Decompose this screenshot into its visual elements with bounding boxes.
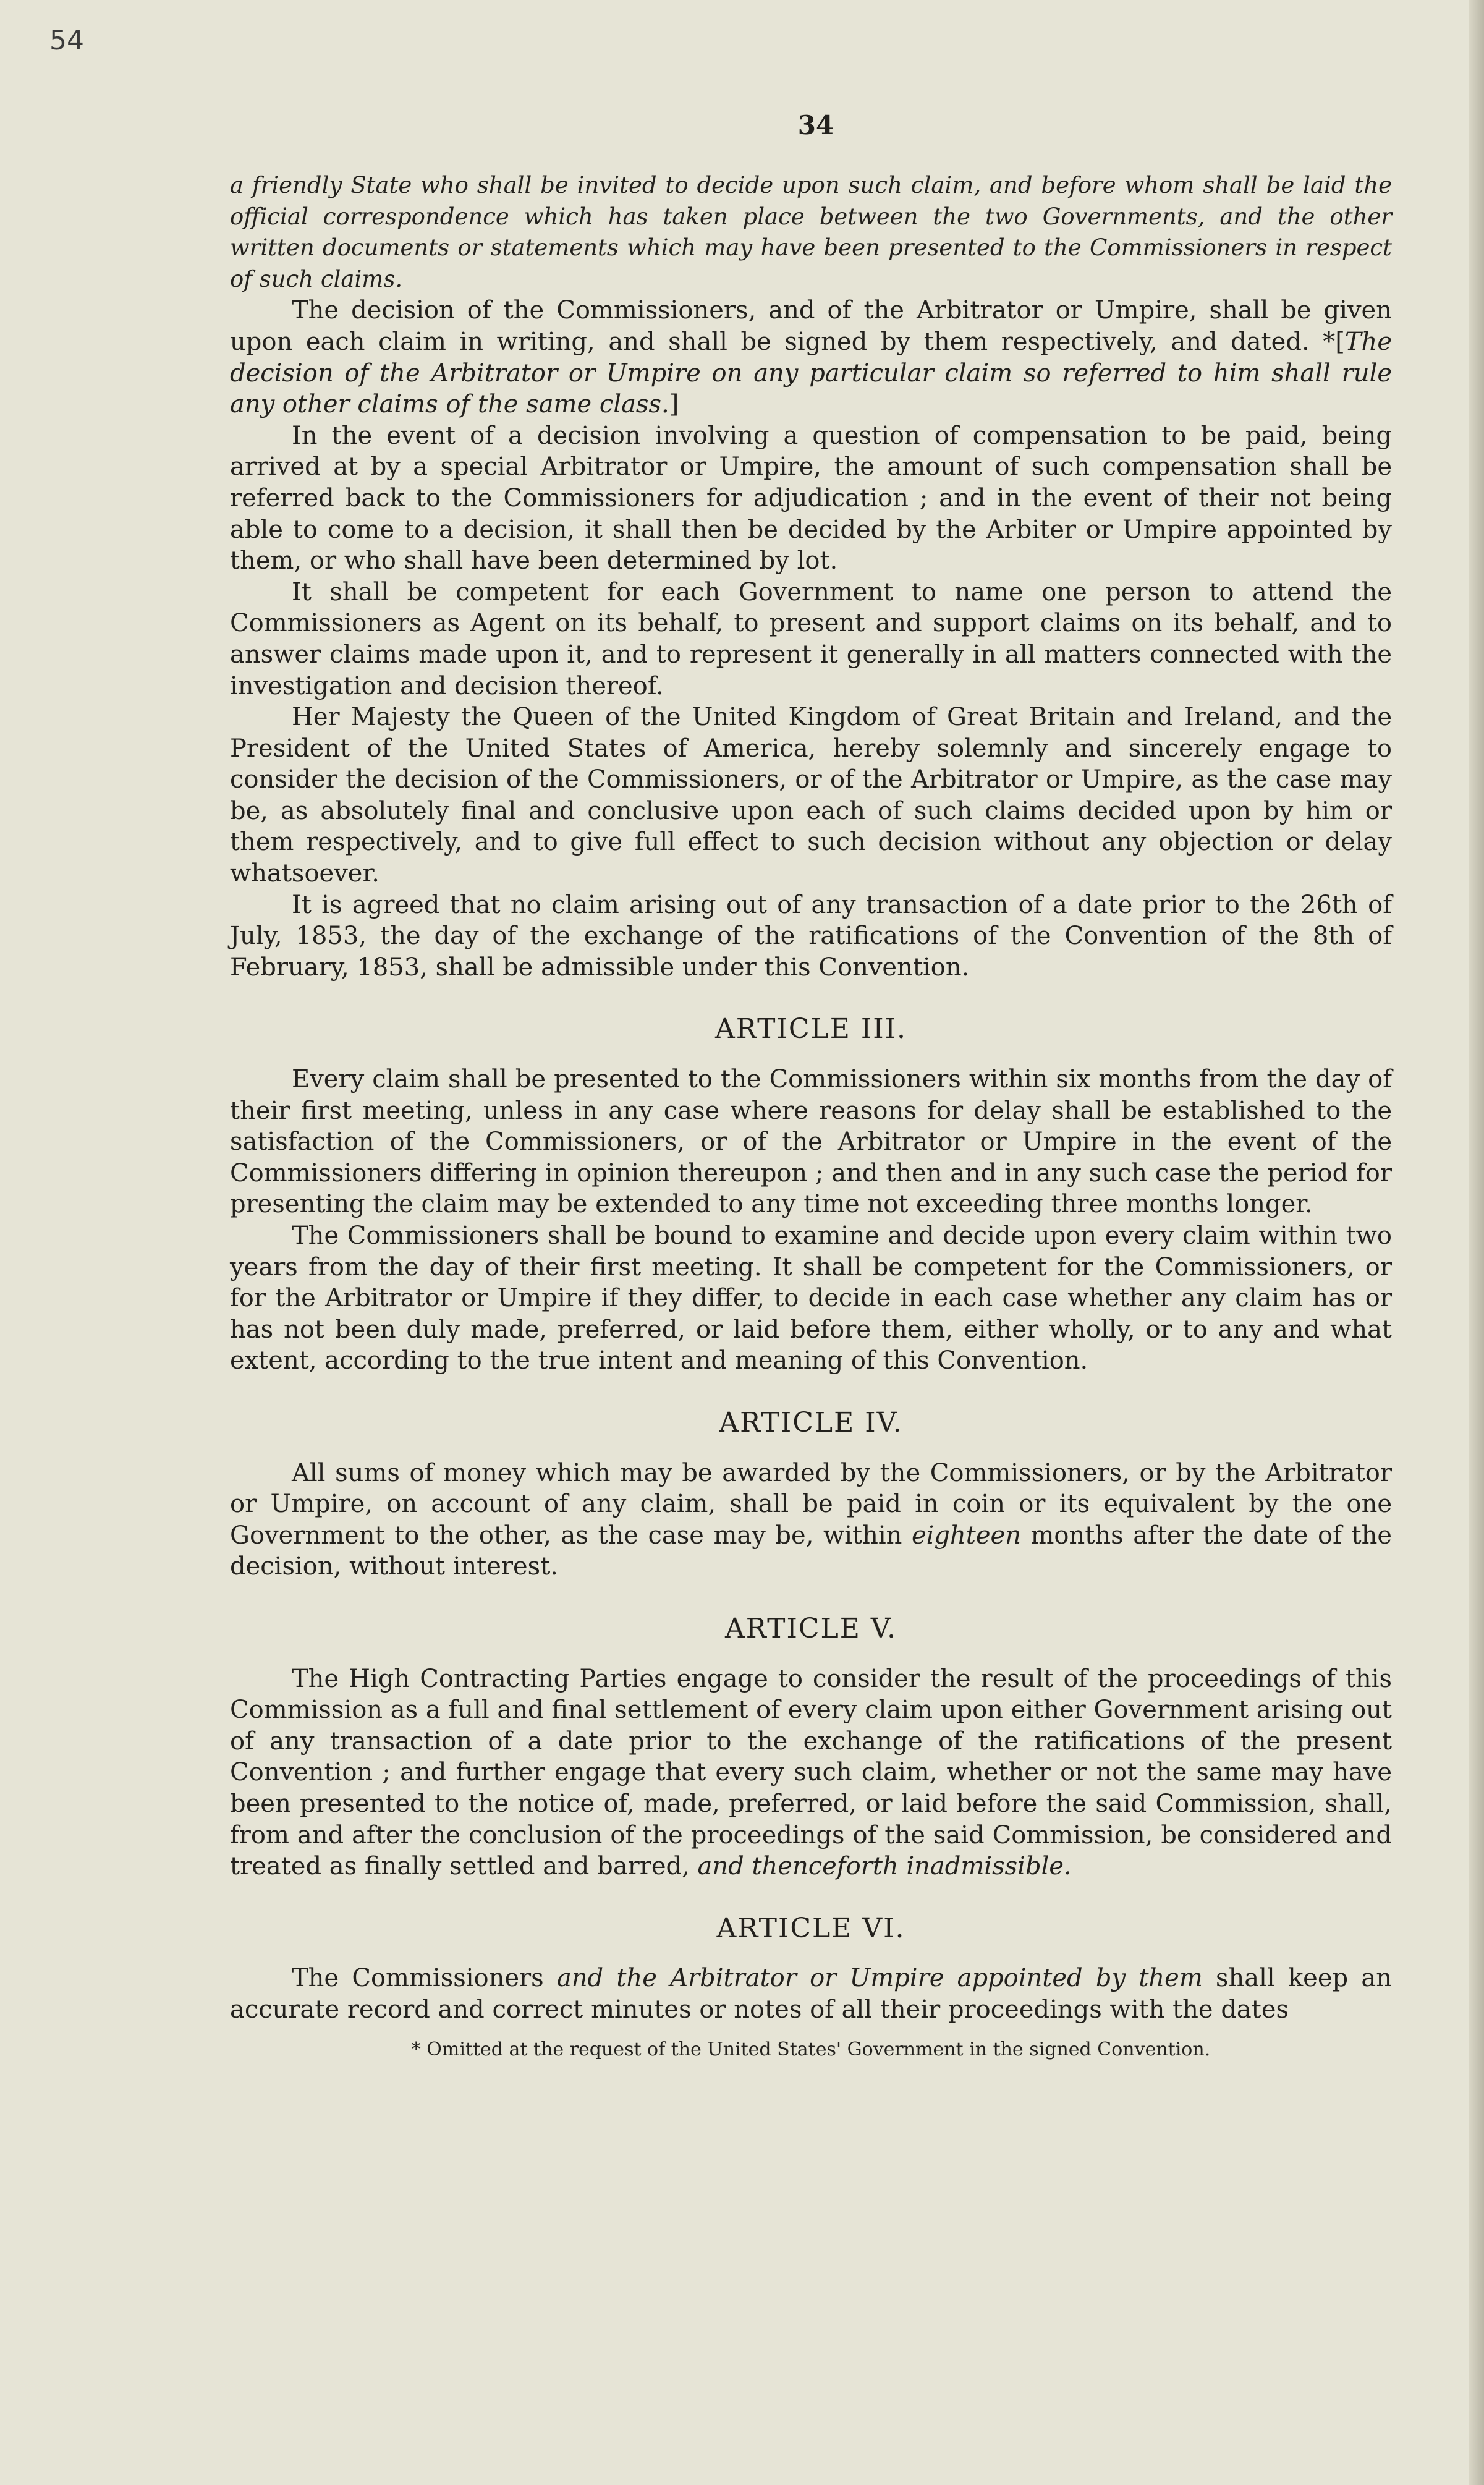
page-number: 34 — [797, 110, 834, 140]
folio-number: 54 — [49, 25, 84, 56]
article-heading: ARTICLE VI. — [716, 1912, 905, 1944]
paragraph: In the event of a decision involving a question of compensation to be paid, being arrived at by a special Arbitrator or Umpire, the amount of such compensation shall be referred back to the Commissioners for adjudication ; and in the event of their not being able to come to a decision, it shall then be decided by the Arbiter or Umpire appointed by them, or who shall have been determined by lot. — [230, 421, 1392, 576]
text-run: months after the date of the decision, without interest. — [230, 1521, 1393, 1581]
text-run: All sums of money which may be awarded by the Commissioners, or by the Arbitrator or Umpire, on account of any claim, shall be paid in coin or its equivalent by the one Government to the other, as the case may be, within — [230, 1458, 1392, 1550]
text-run: The decision of the Commissioners, and of the Arbitrator or Umpire, shall be given upon each claim in writing, and shall be signed by them respectively, and dated. *[ — [230, 296, 1392, 356]
paragraph: Every claim shall be presented to the Commissioners within six months from the day of their first meeting, unless in any case where reasons for delay shall be established to the satisfaction of the Commissioners, or of the Arbitrator or Umpire in the event of the Commissioners differing in opinion thereupon ; and then and in any such case the period for presenting the claim may be extended to any time not exceeding three months longer. — [230, 1065, 1392, 1219]
article-heading: ARTICLE V. — [725, 1612, 897, 1644]
footnote: * Omitted at the request of the United States' Government in the signed Convention. — [411, 2039, 1211, 2061]
article-heading: ARTICLE III. — [715, 1013, 907, 1045]
paragraph: It is agreed that no claim arising out of any transaction of a date prior to the 26th of July, 1853, the day of the exchange of the ratifications of the Convention of the 8th of February, 1853, shall be admissible under this Convention. — [230, 890, 1392, 982]
paragraph — [230, 1458, 1392, 1582]
italic-run: and the Arbitrator or Umpire appointed by them — [556, 1964, 1203, 1993]
paragraph: The Commissioners shall be bound to examine and decide upon every claim within two years from the day of their first meeting. It shall be competent for the Commissioners, or for the Arbitrator or Umpire if they differ, to decide in each case whether any claim has or has not been duly made, preferred, or laid before them, either wholly, or to any and what extent, according to the true intent and meaning of this Convention. — [230, 1221, 1392, 1375]
paragraph: It shall be competent for each Government to name one person to attend the Commissioners as Agent on its behalf, to present and support claims on its behalf, and to answer claims made upon it, and to represent it generally in all matters connected with the investigation and decision thereof. — [230, 577, 1392, 700]
text-run: The Commissioners — [292, 1964, 557, 1993]
paragraph — [230, 1963, 1392, 2025]
page-edge — [1469, 0, 1484, 2485]
text-run: The High Contracting Parties engage to consider the result of the proceedings of this Commission as a full and final settlement of every claim upon either Government arising out of any transaction of a date prior to the exchange of the ratifications of the present Convention ; and further engage that every such claim, whether or not the same may have been presented to the notice of, made, preferred, or laid before the said Commission, shall, from and after the conclusion of the proceedings of the said Commission, be considered and treated as finally settled and barred, — [230, 1664, 1392, 1881]
intro-paragraph: a friendly State who shall be invited to decide upon such claim, and before whom shall be laid the official correspondence which has taken place between the two Governments, and the other written documents or statements which may have been presented to the Commissioners in respect of such claims. — [230, 172, 1392, 292]
paragraph: Her Majesty the Queen of the United Kingdom of Great Britain and Ireland, and the President of the United States of America, hereby solemnly and sincerely engage to consider the decision of the Commissioners, or of the Arbitrator or Umpire, as the case may be, as absolutely final and conclusive upon each of such claims decided upon by him or them respectively, and to give full effect to such decision without any objection or delay whatsoever. — [230, 703, 1392, 888]
paragraph — [230, 1663, 1392, 1882]
body-text — [230, 170, 1392, 2062]
article-heading: ARTICLE IV. — [719, 1406, 903, 1438]
text-run: ] — [669, 390, 679, 419]
italic-run: eighteen — [911, 1521, 1021, 1550]
italic-run: and thenceforth inadmissible. — [697, 1852, 1072, 1881]
text-run: shall keep an accurate record and correct minutes or notes of all their proceedings with the dates — [230, 1964, 1392, 2024]
italic-run: The decision of the Arbitrator or Umpire on any particular claim so referred to him shall rule any other claims of the same class. — [230, 327, 1392, 419]
paragraph — [230, 295, 1392, 420]
